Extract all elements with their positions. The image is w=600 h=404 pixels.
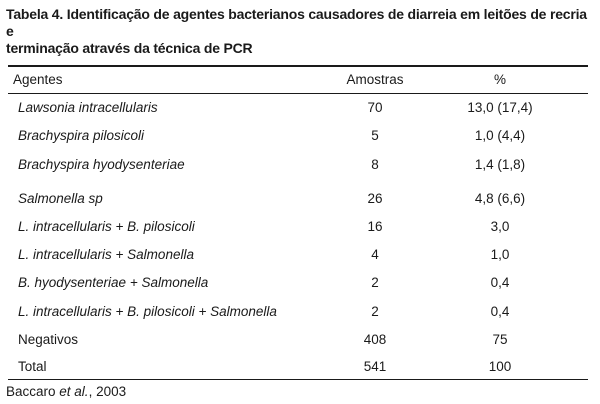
header-percent: % [493, 72, 506, 87]
table-header-rule [8, 93, 588, 94]
table-row [0, 155, 600, 175]
source-etal: et al. [59, 384, 89, 399]
source-year: , 2003 [88, 384, 127, 399]
header-amostras: Amostras [346, 72, 404, 87]
table-top-rule [8, 65, 588, 67]
agent-cell: L. intracellularis + Salmonella [18, 247, 194, 262]
table-source [6, 383, 126, 401]
percent-cell: 0,4 [490, 304, 510, 319]
amostras-cell: 26 [367, 191, 383, 206]
percent-cell: 1,0 (4,4) [474, 128, 526, 143]
amostras-cell: 2 [371, 304, 379, 319]
caption-line-1: Tabela 4. Identificação de agentes bacterianos causadores de diarreia em leitões de recria e [6, 6, 587, 39]
agent-cell: L. intracellularis + B. pilosicoli + Salmonella [18, 304, 277, 319]
amostras-cell: 541 [363, 359, 387, 374]
amostras-cell: 70 [367, 100, 383, 115]
table-row [0, 98, 600, 118]
agent-cell: Lawsonia intracellularis [18, 100, 158, 115]
table-row [0, 126, 600, 146]
percent-cell: 3,0 [490, 219, 510, 234]
percent-cell: 4,8 (6,6) [474, 191, 526, 206]
amostras-cell: 408 [363, 332, 387, 347]
agent-cell: Brachyspira hyodysenteriae [18, 157, 185, 172]
table-row [0, 302, 600, 322]
percent-cell: 1,0 [490, 247, 510, 262]
amostras-cell: 5 [371, 128, 379, 143]
amostras-cell: 2 [371, 275, 379, 290]
amostras-cell: 16 [367, 219, 383, 234]
table-bottom-rule [8, 379, 588, 380]
agent-cell: Negativos [18, 332, 79, 347]
table-row [0, 189, 600, 209]
table-row [0, 330, 600, 350]
table-row [0, 217, 600, 237]
caption-line-2: terminação através da técnica de PCR [6, 40, 253, 56]
percent-cell: 100 [488, 359, 512, 374]
agent-cell: L. intracellularis + B. pilosicoli [18, 219, 195, 234]
percent-cell: 13,0 (17,4) [467, 100, 533, 115]
percent-cell: 1,4 (1,8) [474, 157, 526, 172]
percent-cell: 75 [492, 332, 508, 347]
percent-cell: 0,4 [490, 275, 510, 290]
table-row [0, 357, 600, 377]
agent-cell: B. hyodysenteriae + Salmonella [18, 275, 209, 290]
amostras-cell: 4 [371, 247, 379, 262]
agent-cell: Brachyspira pilosicoli [18, 128, 145, 143]
table-header-row [0, 70, 600, 90]
table-row [0, 273, 600, 293]
amostras-cell: 8 [371, 157, 379, 172]
table-row [0, 245, 600, 265]
agent-cell: Total [18, 359, 47, 374]
agent-cell: Salmonella sp [18, 191, 103, 206]
table-caption [6, 6, 598, 57]
source-author: Baccaro [6, 384, 60, 399]
header-agentes: Agentes [13, 72, 63, 87]
